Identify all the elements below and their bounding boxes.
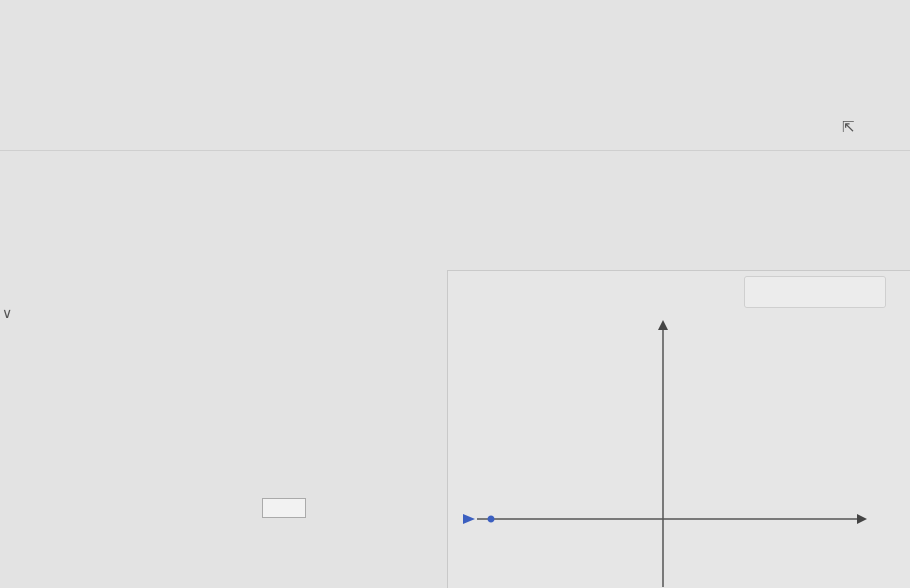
enable-zoom-pan-button[interactable] xyxy=(744,276,886,308)
answer-row xyxy=(256,498,306,518)
chevron-down-icon[interactable]: ∨ xyxy=(2,306,13,322)
divider xyxy=(0,150,910,151)
answer-input[interactable] xyxy=(262,498,306,518)
answer-header xyxy=(36,164,54,182)
coordinate-graph[interactable] xyxy=(447,318,910,587)
plotted-point[interactable] xyxy=(488,516,495,523)
mouse-cursor-icon: ⇱ xyxy=(842,118,855,136)
y-axis-arrow-icon xyxy=(658,320,668,330)
answer-pane xyxy=(0,270,447,587)
x-axis-arrow-icon xyxy=(857,514,867,524)
x-axis-left-arrow-icon xyxy=(463,514,475,524)
